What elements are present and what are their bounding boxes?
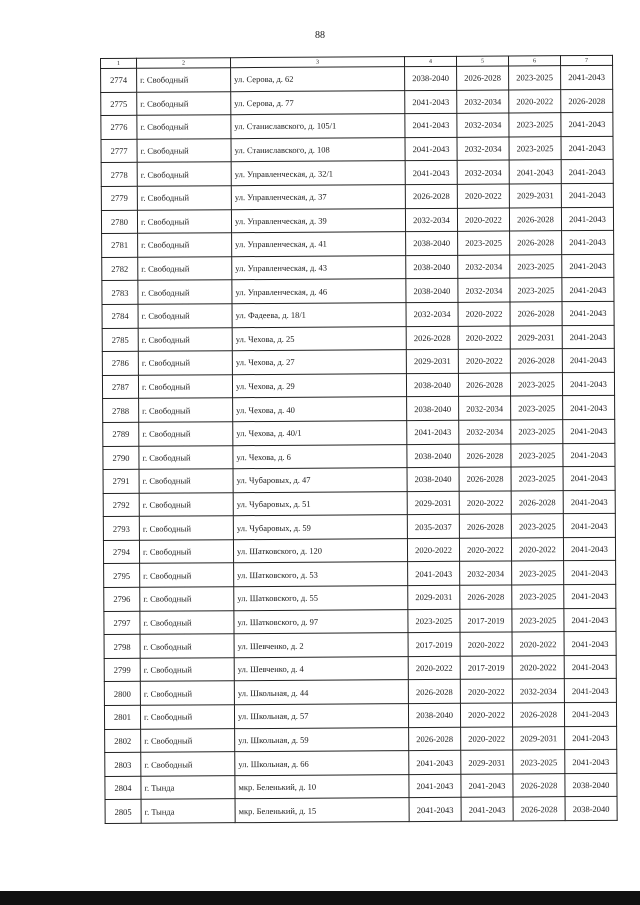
period-col-6: 2023-2025 bbox=[512, 608, 564, 632]
period-col-5: 2020-2022 bbox=[460, 679, 512, 703]
period-col-5: 2026-2028 bbox=[457, 66, 509, 90]
period-col-7: 2041-2043 bbox=[561, 207, 613, 231]
address: ул. Управленческая, д. 43 bbox=[232, 255, 406, 280]
scan-bottom-band bbox=[0, 891, 640, 905]
period-col-6: 2023-2025 bbox=[510, 254, 562, 278]
period-col-7: 2041-2043 bbox=[563, 419, 615, 443]
period-col-4: 2038-2040 bbox=[407, 397, 459, 421]
period-col-5: 2041-2043 bbox=[461, 797, 513, 821]
period-col-7: 2041-2043 bbox=[564, 608, 616, 632]
address: ул. Школьная, д. 57 bbox=[234, 704, 408, 729]
period-col-4: 2032-2034 bbox=[406, 302, 458, 326]
address: ул. Станиславского, д. 108 bbox=[231, 137, 405, 162]
city: г. Свободный bbox=[140, 634, 234, 658]
period-col-5: 2029-2031 bbox=[461, 750, 513, 774]
table-row bbox=[104, 655, 616, 682]
period-col-6: 2023-2025 bbox=[511, 420, 563, 444]
period-col-7: 2041-2043 bbox=[563, 466, 615, 490]
period-col-4: 2020-2022 bbox=[408, 656, 460, 680]
period-col-4: 2041-2043 bbox=[405, 114, 457, 138]
period-col-7: 2041-2043 bbox=[561, 65, 613, 89]
period-col-5: 2032-2034 bbox=[460, 561, 512, 585]
period-col-5: 2020-2022 bbox=[458, 302, 510, 326]
period-col-6: 2041-2043 bbox=[509, 160, 561, 184]
period-col-7: 2041-2043 bbox=[562, 348, 614, 372]
period-col-5: 2032-2034 bbox=[457, 160, 509, 184]
city: г. Свободный bbox=[139, 492, 233, 516]
column-header-3: 3 bbox=[231, 57, 405, 68]
address: ул. Управленческая, д. 32/1 bbox=[231, 161, 405, 186]
city: г. Свободный bbox=[139, 445, 233, 469]
table-row bbox=[102, 325, 614, 352]
period-col-7: 2041-2043 bbox=[563, 537, 615, 561]
period-col-4: 2041-2043 bbox=[409, 774, 461, 798]
period-col-5: 2020-2022 bbox=[459, 538, 511, 562]
city: г. Свободный bbox=[141, 752, 235, 776]
address: ул. Школьная, д. 44 bbox=[234, 680, 408, 705]
column-header-1: 1 bbox=[101, 58, 137, 68]
period-col-7: 2041-2043 bbox=[563, 396, 615, 420]
address: ул. Чубаровых, д. 59 bbox=[233, 515, 407, 540]
period-col-4: 2020-2022 bbox=[407, 538, 459, 562]
period-col-5: 2020-2022 bbox=[458, 326, 510, 350]
city: г. Свободный bbox=[138, 256, 232, 280]
row-number: 2797 bbox=[104, 611, 140, 635]
city: г. Свободный bbox=[139, 516, 233, 540]
period-col-7: 2041-2043 bbox=[564, 679, 616, 703]
period-col-4: 2035-2037 bbox=[407, 515, 459, 539]
period-col-6: 2023-2025 bbox=[512, 585, 564, 609]
row-number: 2804 bbox=[105, 776, 141, 800]
period-col-6: 2029-2031 bbox=[510, 325, 562, 349]
period-col-7: 2041-2043 bbox=[564, 561, 616, 585]
city: г. Свободный bbox=[139, 422, 233, 446]
column-header-7: 7 bbox=[560, 55, 612, 65]
period-col-7: 2041-2043 bbox=[562, 325, 614, 349]
table-row bbox=[101, 207, 613, 234]
period-col-5: 2020-2022 bbox=[461, 727, 513, 751]
period-col-4: 2038-2040 bbox=[406, 231, 458, 255]
table-row bbox=[103, 490, 615, 517]
period-col-7: 2041-2043 bbox=[562, 278, 614, 302]
column-header-6: 6 bbox=[508, 56, 560, 66]
column-header-4: 4 bbox=[404, 56, 456, 66]
table-row bbox=[103, 419, 615, 446]
row-number: 2786 bbox=[102, 351, 138, 375]
address: ул. Управленческая, д. 39 bbox=[231, 208, 405, 233]
page-number: 88 bbox=[315, 30, 325, 41]
row-number: 2805 bbox=[105, 800, 141, 824]
period-col-6: 2023-2025 bbox=[509, 136, 561, 160]
row-number: 2794 bbox=[103, 540, 139, 564]
period-col-5: 2026-2028 bbox=[460, 585, 512, 609]
period-col-6: 2023-2025 bbox=[509, 113, 561, 137]
city: г. Свободный bbox=[139, 469, 233, 493]
period-col-5: 2017-2019 bbox=[460, 609, 512, 633]
table-row bbox=[103, 514, 615, 541]
period-col-6: 2026-2028 bbox=[510, 302, 562, 326]
period-col-5: 2032-2034 bbox=[459, 420, 511, 444]
address: ул. Чехова, д. 27 bbox=[232, 350, 406, 375]
address: ул. Шатковского, д. 55 bbox=[234, 586, 408, 611]
address: ул. Чехова, д. 6 bbox=[233, 444, 407, 469]
city: г. Свободный bbox=[137, 162, 231, 186]
table-row bbox=[102, 278, 614, 305]
table-row bbox=[102, 372, 614, 399]
period-col-6: 2026-2028 bbox=[513, 773, 565, 797]
period-col-4: 2041-2043 bbox=[408, 562, 460, 586]
address: ул. Управленческая, д. 37 bbox=[231, 185, 405, 210]
period-col-4: 2038-2040 bbox=[406, 255, 458, 279]
period-col-5: 2020-2022 bbox=[460, 703, 512, 727]
address: ул. Школьная, д. 59 bbox=[235, 727, 409, 752]
period-col-7: 2041-2043 bbox=[561, 160, 613, 184]
period-col-5: 2020-2022 bbox=[459, 491, 511, 515]
period-col-4: 2041-2043 bbox=[409, 751, 461, 775]
period-col-7: 2041-2043 bbox=[565, 750, 617, 774]
period-col-5: 2032-2034 bbox=[457, 90, 509, 114]
column-header-2: 2 bbox=[137, 58, 231, 69]
address: ул. Серова, д. 77 bbox=[231, 90, 405, 115]
period-col-5: 2026-2028 bbox=[459, 514, 511, 538]
row-number: 2774 bbox=[101, 68, 137, 92]
period-col-4: 2026-2028 bbox=[406, 326, 458, 350]
table-row bbox=[101, 89, 613, 116]
city: г. Свободный bbox=[138, 280, 232, 304]
city: г. Свободный bbox=[140, 610, 234, 634]
period-col-4: 2026-2028 bbox=[405, 184, 457, 208]
city: г. Тында bbox=[141, 799, 235, 823]
address: ул. Шевченко, д. 4 bbox=[234, 656, 408, 681]
city: г. Свободный bbox=[138, 233, 232, 257]
row-number: 2780 bbox=[101, 210, 137, 234]
city: г. Свободный bbox=[141, 728, 235, 752]
address: ул. Чехова, д. 25 bbox=[232, 326, 406, 351]
row-number: 2781 bbox=[102, 233, 138, 257]
table-body bbox=[101, 65, 618, 823]
period-col-5: 2032-2034 bbox=[458, 278, 510, 302]
city: г. Свободный bbox=[139, 540, 233, 564]
period-col-4: 2038-2040 bbox=[408, 703, 460, 727]
period-col-7: 2041-2043 bbox=[563, 490, 615, 514]
row-number: 2787 bbox=[102, 375, 138, 399]
row-number: 2795 bbox=[104, 564, 140, 588]
city: г. Свободный bbox=[138, 351, 232, 375]
row-number: 2777 bbox=[101, 139, 137, 163]
period-col-6: 2026-2028 bbox=[510, 231, 562, 255]
period-col-4: 2032-2034 bbox=[405, 208, 457, 232]
period-col-7: 2041-2043 bbox=[564, 632, 616, 656]
period-col-5: 2032-2034 bbox=[459, 396, 511, 420]
table-row bbox=[103, 466, 615, 493]
period-col-6: 2026-2028 bbox=[509, 207, 561, 231]
city: г. Свободный bbox=[138, 304, 232, 328]
row-number: 2779 bbox=[101, 186, 137, 210]
row-number: 2775 bbox=[101, 92, 137, 116]
period-col-7: 2026-2028 bbox=[561, 89, 613, 113]
table-row bbox=[103, 537, 615, 564]
row-number: 2802 bbox=[105, 729, 141, 753]
period-col-7: 2041-2043 bbox=[561, 183, 613, 207]
period-col-6: 2023-2025 bbox=[511, 396, 563, 420]
period-col-5: 2032-2034 bbox=[457, 137, 509, 161]
period-col-6: 2023-2025 bbox=[511, 514, 563, 538]
period-col-6: 2023-2025 bbox=[512, 561, 564, 585]
period-col-4: 2017-2019 bbox=[408, 633, 460, 657]
period-col-4: 2029-2031 bbox=[407, 491, 459, 515]
period-col-6: 2026-2028 bbox=[511, 490, 563, 514]
row-number: 2785 bbox=[102, 328, 138, 352]
city: г. Свободный bbox=[140, 705, 234, 729]
address: ул. Чехова, д. 29 bbox=[232, 373, 406, 398]
city: г. Свободный bbox=[138, 327, 232, 351]
table-row bbox=[101, 160, 613, 187]
table-row bbox=[102, 301, 614, 328]
period-col-4: 2041-2043 bbox=[405, 137, 457, 161]
table-row bbox=[104, 632, 616, 659]
period-col-6: 2020-2022 bbox=[512, 632, 564, 656]
row-number: 2799 bbox=[104, 658, 140, 682]
row-number: 2803 bbox=[105, 752, 141, 776]
period-col-5: 2026-2028 bbox=[459, 467, 511, 491]
table-row bbox=[105, 750, 617, 777]
period-col-6: 2026-2028 bbox=[512, 703, 564, 727]
period-col-7: 2041-2043 bbox=[564, 655, 616, 679]
table-row bbox=[102, 254, 614, 281]
address: ул. Управленческая, д. 41 bbox=[232, 232, 406, 257]
address: ул. Серова, д. 62 bbox=[231, 67, 405, 92]
period-col-5: 2020-2022 bbox=[457, 184, 509, 208]
city: г. Свободный bbox=[137, 186, 231, 210]
period-col-5: 2017-2019 bbox=[460, 656, 512, 680]
city: г. Свободный bbox=[137, 68, 231, 92]
period-col-6: 2023-2025 bbox=[510, 278, 562, 302]
row-number: 2784 bbox=[102, 304, 138, 328]
column-header-5: 5 bbox=[456, 56, 508, 66]
period-col-4: 2041-2043 bbox=[407, 420, 459, 444]
period-col-5: 2026-2028 bbox=[459, 443, 511, 467]
table-row bbox=[105, 797, 617, 824]
table-row bbox=[103, 443, 615, 470]
table-row bbox=[101, 136, 613, 163]
period-col-5: 2032-2034 bbox=[457, 113, 509, 137]
city: г. Свободный bbox=[138, 374, 232, 398]
address: ул. Шевченко, д. 2 bbox=[234, 633, 408, 658]
period-col-7: 2041-2043 bbox=[564, 702, 616, 726]
period-col-5: 2023-2025 bbox=[458, 231, 510, 255]
period-col-4: 2041-2043 bbox=[409, 798, 461, 822]
period-col-4: 2029-2031 bbox=[406, 349, 458, 373]
city: г. Тында bbox=[141, 776, 235, 800]
row-number: 2791 bbox=[103, 469, 139, 493]
period-col-4: 2038-2040 bbox=[406, 279, 458, 303]
address: ул. Чубаровых, д. 51 bbox=[233, 491, 407, 516]
period-col-7: 2041-2043 bbox=[563, 514, 615, 538]
address: ул. Шатковского, д. 120 bbox=[233, 539, 407, 564]
period-col-5: 2032-2034 bbox=[458, 255, 510, 279]
period-col-7: 2041-2043 bbox=[565, 726, 617, 750]
period-col-6: 2020-2022 bbox=[509, 89, 561, 113]
address: ул. Чехова, д. 40 bbox=[233, 397, 407, 422]
address: ул. Шатковского, д. 53 bbox=[234, 562, 408, 587]
row-number: 2788 bbox=[103, 399, 139, 423]
row-number: 2792 bbox=[103, 493, 139, 517]
period-col-5: 2020-2022 bbox=[458, 349, 510, 373]
period-col-7: 2041-2043 bbox=[562, 372, 614, 396]
period-col-7: 2041-2043 bbox=[562, 254, 614, 278]
row-number: 2793 bbox=[103, 517, 139, 541]
city: г. Свободный bbox=[137, 91, 231, 115]
address: ул. Управленческая, д. 46 bbox=[232, 279, 406, 304]
row-number: 2789 bbox=[103, 422, 139, 446]
period-col-4: 2041-2043 bbox=[405, 161, 457, 185]
table-row bbox=[102, 348, 614, 375]
period-col-4: 2038-2040 bbox=[406, 373, 458, 397]
city: г. Свободный bbox=[140, 681, 234, 705]
period-col-7: 2041-2043 bbox=[561, 136, 613, 160]
city: г. Свободный bbox=[137, 115, 231, 139]
period-col-5: 2041-2043 bbox=[461, 774, 513, 798]
table-row bbox=[105, 726, 617, 753]
table-row bbox=[104, 679, 616, 706]
period-col-6: 2026-2028 bbox=[513, 797, 565, 821]
table-row bbox=[101, 183, 613, 210]
period-col-6: 2026-2028 bbox=[510, 349, 562, 373]
address: мкр. Беленький, д. 15 bbox=[235, 798, 409, 823]
period-col-4: 2038-2040 bbox=[407, 444, 459, 468]
address: ул. Школьная, д. 66 bbox=[235, 751, 409, 776]
period-col-7: 2038-2040 bbox=[565, 797, 617, 821]
period-col-6: 2020-2022 bbox=[512, 656, 564, 680]
row-number: 2782 bbox=[102, 257, 138, 281]
period-col-6: 2032-2034 bbox=[512, 679, 564, 703]
period-col-6: 2023-2025 bbox=[513, 750, 565, 774]
address: ул. Шатковского, д. 97 bbox=[234, 609, 408, 634]
period-col-4: 2023-2025 bbox=[408, 609, 460, 633]
city: г. Свободный bbox=[140, 658, 234, 682]
address: ул. Фадеева, д. 18/1 bbox=[232, 303, 406, 328]
row-number: 2783 bbox=[102, 281, 138, 305]
period-col-6: 2023-2025 bbox=[511, 467, 563, 491]
housing-schedule-table bbox=[100, 55, 618, 824]
address: ул. Чехова, д. 40/1 bbox=[233, 421, 407, 446]
row-number: 2790 bbox=[103, 446, 139, 470]
period-col-6: 2029-2031 bbox=[513, 726, 565, 750]
period-col-7: 2041-2043 bbox=[564, 584, 616, 608]
city: г. Свободный bbox=[140, 587, 234, 611]
row-number: 2778 bbox=[101, 163, 137, 187]
row-number: 2796 bbox=[104, 587, 140, 611]
address: ул. Чубаровых, д. 47 bbox=[233, 468, 407, 493]
row-number: 2801 bbox=[104, 705, 140, 729]
table-row bbox=[101, 113, 613, 140]
row-number: 2798 bbox=[104, 635, 140, 659]
city: г. Свободный bbox=[140, 563, 234, 587]
period-col-7: 2041-2043 bbox=[563, 443, 615, 467]
period-col-6: 2029-2031 bbox=[509, 184, 561, 208]
city: г. Свободный bbox=[137, 138, 231, 162]
period-col-5: 2020-2022 bbox=[457, 208, 509, 232]
period-col-4: 2029-2031 bbox=[408, 585, 460, 609]
table-row bbox=[104, 608, 616, 635]
table-row bbox=[104, 561, 616, 588]
period-col-4: 2041-2043 bbox=[405, 90, 457, 114]
table-row bbox=[102, 231, 614, 258]
table-row bbox=[105, 773, 617, 800]
period-col-6: 2023-2025 bbox=[511, 443, 563, 467]
period-col-7: 2038-2040 bbox=[565, 773, 617, 797]
period-col-7: 2041-2043 bbox=[562, 301, 614, 325]
period-col-5: 2020-2022 bbox=[460, 632, 512, 656]
period-col-5: 2026-2028 bbox=[458, 373, 510, 397]
table-row bbox=[104, 584, 616, 611]
period-col-4: 2026-2028 bbox=[408, 680, 460, 704]
period-col-6: 2020-2022 bbox=[511, 538, 563, 562]
period-col-6: 2023-2025 bbox=[509, 66, 561, 90]
address: ул. Станиславского, д. 105/1 bbox=[231, 114, 405, 139]
period-col-7: 2041-2043 bbox=[561, 113, 613, 137]
row-number: 2800 bbox=[104, 682, 140, 706]
table-row bbox=[104, 702, 616, 729]
table-row bbox=[101, 65, 613, 92]
period-col-4: 2038-2040 bbox=[407, 467, 459, 491]
city: г. Свободный bbox=[139, 398, 233, 422]
row-number: 2776 bbox=[101, 115, 137, 139]
address: мкр. Беленький, д. 10 bbox=[235, 774, 409, 799]
period-col-4: 2026-2028 bbox=[409, 727, 461, 751]
city: г. Свободный bbox=[137, 209, 231, 233]
period-col-4: 2038-2040 bbox=[405, 66, 457, 90]
period-col-6: 2023-2025 bbox=[510, 372, 562, 396]
table-row bbox=[103, 396, 615, 423]
period-col-7: 2041-2043 bbox=[562, 231, 614, 255]
